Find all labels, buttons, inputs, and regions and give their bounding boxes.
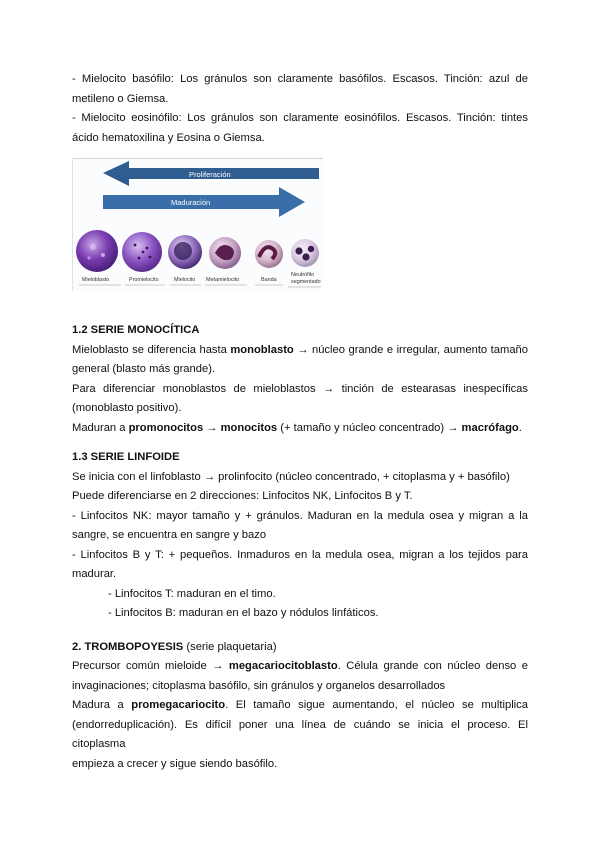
bt-line-1: - Linfocitos B y T: + pequeños. Inmaduros en la medula osea, migran a los tejidos para bbox=[72, 548, 528, 561]
basophil-line-2: metileno o Giemsa. bbox=[72, 92, 169, 105]
monocitica-line-5: Maduran a promonocitos → monocitos (+ tamaño y núcleo concentrado) → macrófago. bbox=[72, 421, 522, 434]
label-mieloblasto: Mieloblasto bbox=[82, 277, 110, 283]
cell-mieloblasto bbox=[76, 230, 118, 272]
cell-metamielocito bbox=[209, 237, 241, 269]
maturation-illustration bbox=[73, 159, 323, 291]
cell-neutrofilo bbox=[291, 239, 319, 267]
label-metamielocito: Metamielocito bbox=[206, 277, 240, 283]
trombo-line-5: empieza a crecer y sigue siendo basófilo. bbox=[72, 757, 278, 770]
section-heading-monocitica: 1.2 SERIE MONOCÍTICA bbox=[72, 324, 200, 336]
monocitica-line-2: general (blasto más grande). bbox=[72, 363, 216, 375]
cell-promielocito bbox=[122, 232, 162, 272]
linfoide-line-1: Se inicia con el linfoblasto → prolinfocito (núcleo concentrado, + citoplasma y + basófilo) bbox=[72, 470, 510, 483]
linfocitos-t-item: - Linfocitos T: maduran en el timo. bbox=[108, 587, 276, 600]
linfoide-line-2: Puede diferenciarse en 2 direcciones: Linfocitos NK, Linfocitos B y T. bbox=[72, 490, 413, 502]
basophil-line-1: - Mielocito basófilo: Los gránulos son claramente basófilos. Escasos. Tinción: azul de bbox=[72, 73, 528, 85]
monocitica-line-1: Mieloblasto se diferencia hasta monoblasto → núcleo grande e irregular, aumento tamaño bbox=[72, 343, 528, 356]
proliferation-label: Proliferación bbox=[189, 170, 231, 179]
nk-line-1: - Linfocitos NK: mayor tamaño y + gránulos. Maduran en la medula osea y migran a la bbox=[72, 509, 528, 522]
label-neutrofilo: Neutrófilo bbox=[291, 272, 315, 278]
label-banda: Banda bbox=[261, 277, 277, 283]
label-segmentado: segmentado bbox=[291, 279, 321, 285]
trombo-line-3: Madura a promegacariocito. El tamaño sigue aumentando, el núcleo se multiplica bbox=[72, 699, 528, 711]
label-promielocito: Promielocito bbox=[129, 277, 159, 283]
eosinophil-line-1: - Mielocito eosinófilo: Los gránulos son claramente eosinófilos. Escasos. Tinción: tintes bbox=[72, 112, 528, 124]
linfocitos-b-item: - Linfocitos B: maduran en el bazo y nódulos linfáticos. bbox=[108, 607, 379, 619]
bt-line-2: madurar. bbox=[72, 568, 117, 580]
eosinophil-line-2: ácido hematoxilina y Eosina o Giemsa. bbox=[72, 131, 265, 144]
trombo-line-2: invaginaciones; citoplasma basófilo, sin gránulos y organelos desarrollados bbox=[72, 679, 446, 692]
maturation-label: Maduración bbox=[171, 198, 211, 207]
trombo-line-1: Precursor común mieloide → megacariocitoblasto. Célula grande con núcleo denso e bbox=[72, 660, 528, 672]
cell-mielocito bbox=[168, 235, 202, 269]
section-heading-trombopoyesis: 2. TROMBOPOYESIS (serie plaquetaria) bbox=[72, 640, 277, 653]
nk-line-2: sangre, se encuentra en sangre y bazo bbox=[72, 529, 267, 541]
document-page bbox=[72, 70, 528, 774]
label-mielocito: Mielocito bbox=[174, 277, 196, 283]
monocitica-line-3: Para diferenciar monoblastos de mieloblastos → tinción de estearasas inespecíficas bbox=[72, 382, 528, 395]
granulopoiesis-figure bbox=[72, 158, 323, 291]
section-heading-linfoide: 1.3 SERIE LINFOIDE bbox=[72, 451, 180, 463]
monocitica-line-4: (monoblasto positivo). bbox=[72, 402, 182, 414]
trombo-line-4: (endorreduplicación). Es difícil poner una línea de cuándo se inicia el proceso. El citoplasma bbox=[72, 718, 528, 750]
cell-banda bbox=[255, 240, 283, 268]
